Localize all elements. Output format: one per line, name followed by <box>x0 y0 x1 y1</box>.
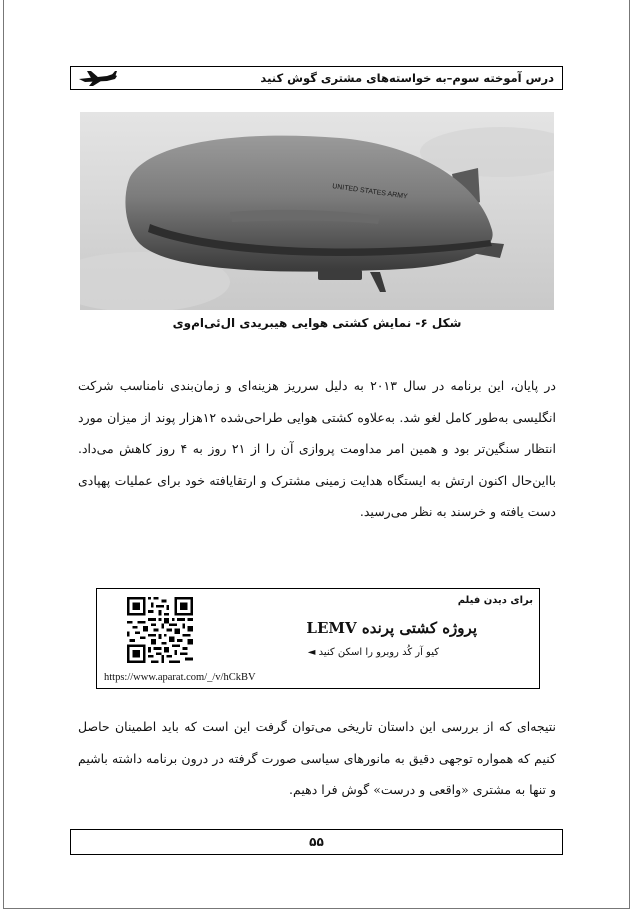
header-title: درس آموخته سوم–به خواسته‌های مشتری گوش کنید <box>260 71 554 85</box>
hull-lettering: UNITED STATES ARMY <box>331 183 408 201</box>
running-header <box>70 66 563 90</box>
page-number: ۵۵ <box>309 835 324 849</box>
paragraph-2: نتیجه‌ای که از بررسی این داستان تاریخی می‌توان گرفت این است که باید اطمینان حاصل کنیم که همواره توجهی دقیق به مانورهای سیاسی صورت گرفته در درون برنامه داشته باشیم و تنها به مشتری «واقعی و درست» گوش فرا دهیم. <box>78 719 556 797</box>
film-url-link[interactable]: https://www.aparat.com/_/v/hCkBV <box>104 672 256 683</box>
paragraph-1: در پایان، این برنامه در سال ۲۰۱۳ به دلیل سرریز هزینه‌ای و زمان‌بندی نامناسب شرکت انگلیسی به‌طور کامل لغو شد. به‌علاوه کشتی هوایی طراحی‌شده ۱۲هزار پوند از میزان مورد انتظار سنگین‌تر بود و همین امر مداومت پروازی آن را از ۲۱ روز به ۴ روز کاهش می‌داد. بااین‌حال اکنون ارتش به ایستگاه هدایت زمینی مشترک و ارتقایافته خود برای عملیات پهپادی دست یافته و خرسند به نظر می‌رسید. <box>78 378 557 519</box>
film-title: پروژه کشتی پرنده LEMV <box>306 619 477 637</box>
figure-caption: شکل ۶- نمایش کشتی هوایی هیبریدی ال‌ئی‌ام‌وی <box>172 316 462 330</box>
airship-photo <box>80 112 554 310</box>
scan-instruction: کیو آر کُد روبرو را اسکن کنید ◄ <box>307 647 439 658</box>
qr-code-icon[interactable] <box>127 597 193 663</box>
film-info-box <box>96 588 540 689</box>
airplane-icon <box>77 69 119 87</box>
page-footer <box>70 829 563 855</box>
film-box-heading: برای دیدن فیلم <box>457 595 533 606</box>
